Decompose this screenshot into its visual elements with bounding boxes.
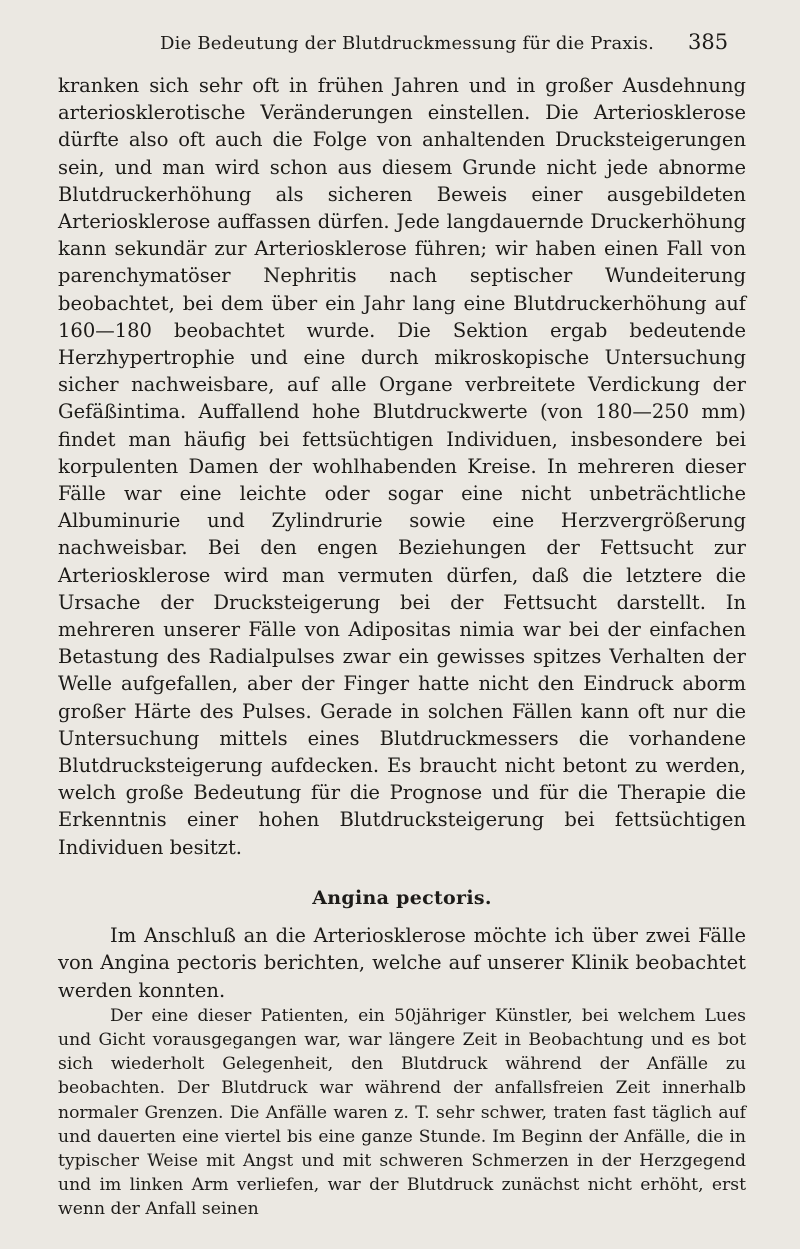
running-title: Die Bedeutung der Blutdruckmessung für die Praxis.: [160, 33, 655, 54]
paragraph-intro: Im Anschluß an die Arteriosklerose möchte ich über zwei Fälle von Angina pectoris berichten, welche auf unserer Klinik beobachtet werden konnten.: [58, 924, 746, 1002]
paragraph-continuation: kranken sich sehr oft in frühen Jahren und in großer Ausdehnung arteriosklerotische Veränderungen einstellen. Die Arteriosklerose dürfte also oft auch die Folge von anhaltenden Drucksteigerungen sein, und man wird schon aus diesem Grunde nicht jede abnorme Blutdruckerhöhung als sicheren Beweis einer ausgebildeten Arteriosklerose auffassen dürfen. Jede langdauernde Druckerhöhung kann sekundär zur Arteriosklerose führen; wir haben einen Fall von parenchymatöser Nephritis nach septischer Wundeiterung beobachtet, bei dem über ein Jahr lang eine Blutdruckerhöhung auf 160—180 beobachtet wurde. Die Sektion ergab bedeutende Herzhypertrophie und eine durch mikroskopische Untersuchung sicher nachweisbare, auf alle Organe verbreitete Verdickung der Gefäßintima. Auffallend hohe Blutdruckwerte (von 180—250 mm) findet man häufig bei fettsüchtigen Individuen, insbesondere bei korpulenten Damen der wohlhabenden Kreise. In mehreren dieser Fälle war eine leichte oder sogar eine nicht unbeträchtliche Albuminurie und Zylindrurie sowie eine Herzvergrößerung nachweisbar. Bei den engen Beziehungen der Fettsucht zur Arteriosklerose wird man vermuten dürfen, daß die letztere die Ursache der Drucksteigerung bei der Fettsucht darstellt. In mehreren unserer Fälle von Adipositas nimia war bei der einfachen Betastung des Radialpulses zwar ein gewisses spitzes Verhalten der Welle aufgefallen, aber der Finger hatte nicht den Eindruck aborm großer Härte des Pulses. Gerade in solchen Fällen kann oft nur die Untersuchung mittels eines Blutdruckmessers die vorhandene Blutdrucksteigerung aufdecken. Es braucht nicht betont zu werden, welch große Bedeutung für die Prognose und für die Therapie die Erkenntnis einer hohen Blutdrucksteigerung bei fettsüchtigen Individuen besitzt.: [58, 74, 746, 859]
paragraph-case-report: Der eine dieser Patienten, ein 50jähriger Künstler, bei welchem Lues und Gicht vorausgegangen war, war längere Zeit in Beobachtung und es bot sich wiederholt Gelegenheit, den Blutdruck während der Anfälle zu beobachten. Der Blutdruck war während der anfallsfreien Zeit innerhalb normaler Grenzen. Die Anfälle waren z. T. sehr schwer, traten fast täglich auf und dauerten eine viertel bis eine ganze Stunde. Im Beginn der Anfälle, die in typischer Weise mit Angst und mit schweren Schmerzen in der Herzgegend und im linken Arm verliefen, war der Blutdruck zunächst nicht erhöht, erst wenn der Anfall seinen: [58, 1005, 746, 1220]
page-number: 385: [688, 30, 729, 54]
page-header: [0, 30, 800, 60]
body-text: [58, 72, 746, 1222]
section-heading: Angina pectoris.: [312, 886, 492, 909]
